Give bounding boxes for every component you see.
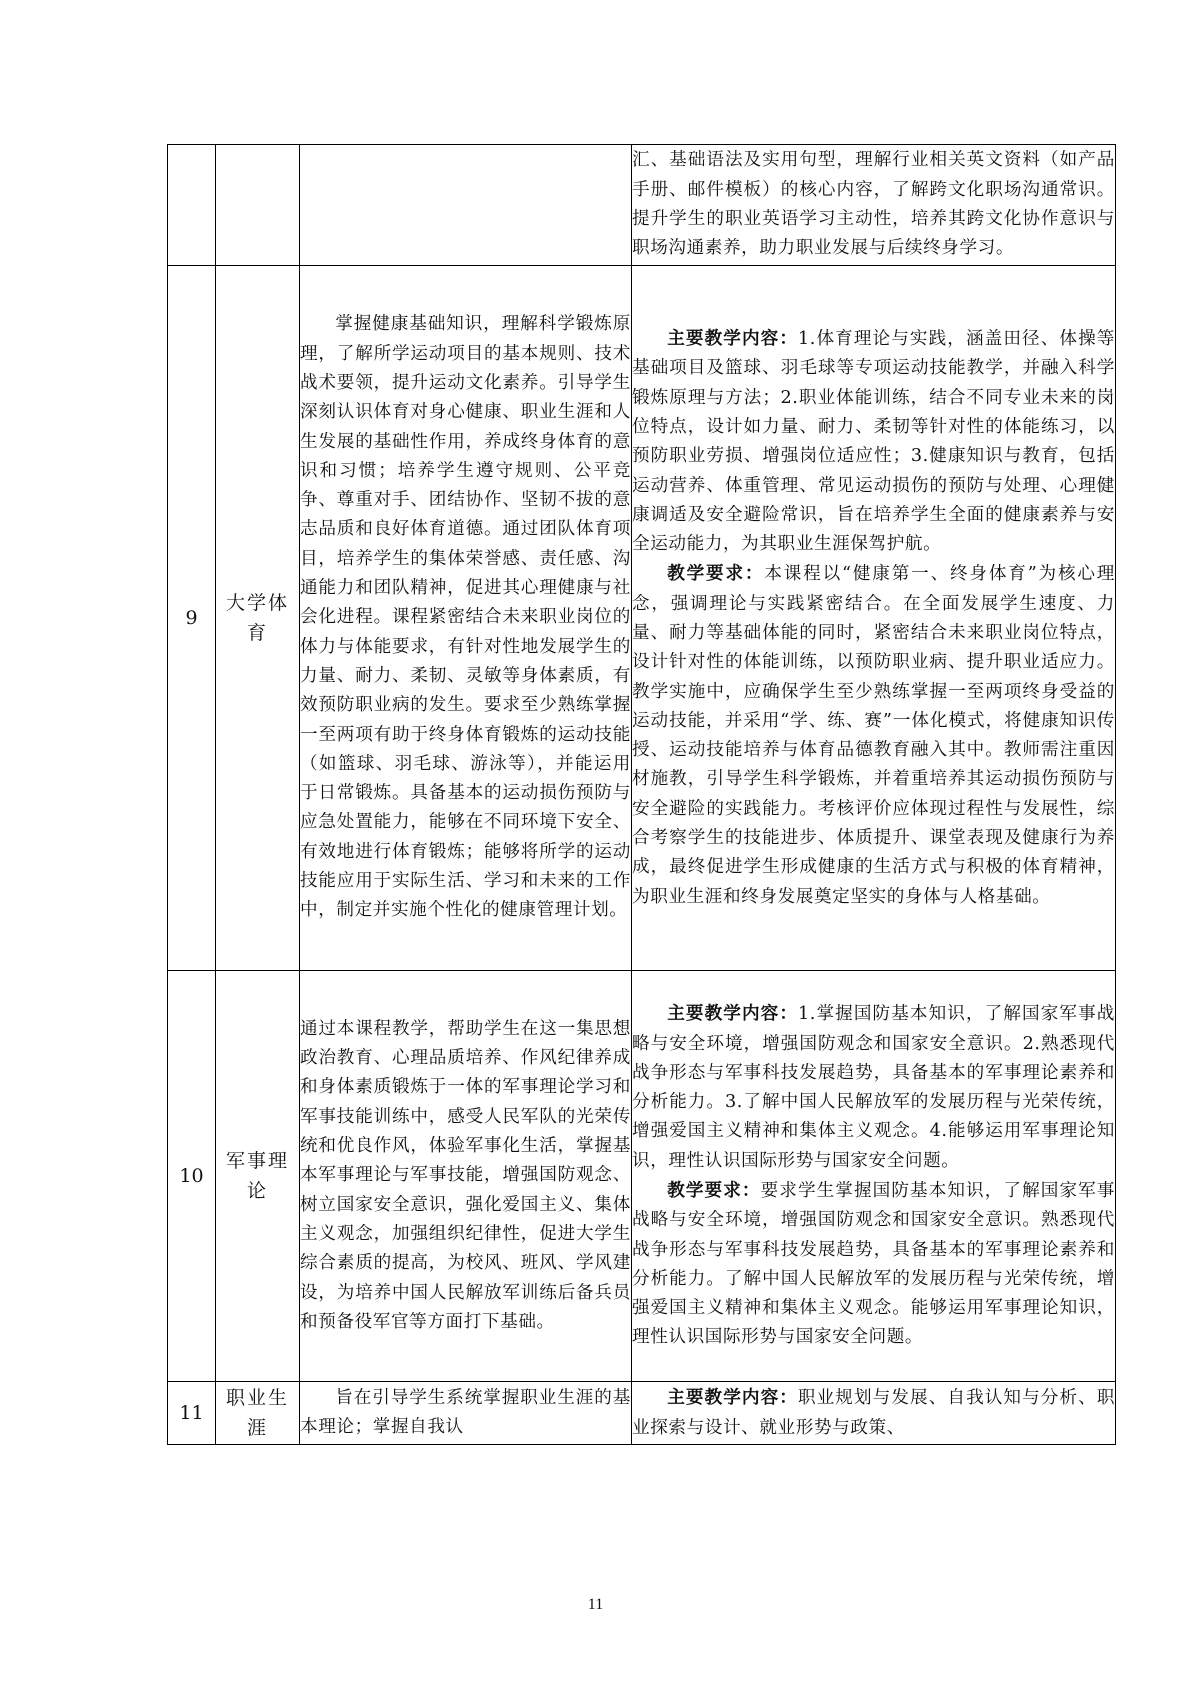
table-row bbox=[168, 266, 1116, 971]
teaching-requirement-paragraph bbox=[632, 559, 1115, 912]
course-content-cell bbox=[632, 971, 1116, 1382]
teaching-content-text: 1.掌握国防基本知识，了解国家军事战略与安全环境，增强国防观念和国家安全意识。2.熟悉现代战争形态与军事科技发展趋势，具备基本的军事理论素养和分析能力。3.了解中国人民解放军的发展历程与光荣传统，增强爱国主义精神和集体主义观念。4.能够运用军事理论知识，理性认识国际形势与国家安全问题。 bbox=[632, 1004, 1116, 1171]
course-goal-text: 旨在引导学生系统掌握职业生涯的基本理论；掌握自我认 bbox=[300, 1387, 631, 1437]
teaching-content-text: 职业规划与发展、自我认知与分析、职业探索与设计、就业形势与政策、 bbox=[632, 1388, 1116, 1438]
teaching-content-paragraph bbox=[632, 999, 1115, 1176]
table-row bbox=[168, 1382, 1116, 1445]
course-goal-cell bbox=[300, 145, 632, 266]
teaching-content-paragraph bbox=[632, 324, 1115, 559]
page-number: 11 bbox=[587, 1596, 604, 1613]
course-number-cell: 9 bbox=[168, 266, 216, 971]
course-content-cell bbox=[632, 266, 1116, 971]
teaching-content-text: 1.体育理论与实践，涵盖田径、体操等基础项目及篮球、羽毛球等专项运动技能教学，并融入科学锻炼原理与方法；2.职业体能训练，结合不同专业未来的岗位特点，设计如力量、耐力、柔韧等针对性的体能练习，以预防职业劳损、增强岗位适应性；3.健康知识与教育，包括运动营养、体重管理、常见运动损伤的预防与处理、心理健康调适及安全避险常识，旨在培养学生全面的健康素养与安全运动能力，为其职业生涯保驾护航。 bbox=[632, 329, 1116, 555]
table-row bbox=[168, 971, 1116, 1382]
course-goal-text: 通过本课程教学，帮助学生在这一集思想政治教育、心理品质培养、作风纪律养成和身体素质锻炼于一体的军事理论学习和军事技能训练中，感受人民军队的光荣传统和优良作风，体验军事化生活，掌握基本军事理论与军事技能，增强国防观念、树立国家安全意识，强化爱国主义、集体主义观念，加强组织纪律性，促进大学生综合素质的提高，为校风、班风、学风建设，为培养中国人民解放军训练后备兵员和预备役军官等方面打下基础。 bbox=[300, 1018, 631, 1332]
course-content-cell bbox=[632, 1382, 1116, 1445]
course-content-cell bbox=[632, 145, 1116, 266]
course-number-cell: 11 bbox=[168, 1382, 216, 1445]
teaching-requirement-text: 要求学生掌握国防基本知识，了解国家军事战略与安全环境，增强国防观念和国家安全意识。熟悉现代战争形态与军事科技发展趋势，具备基本的军事理论素养和分析能力。了解中国人民解放军的发展历程与光荣传统，增强爱国主义精神和集体主义观念。能够运用军事理论知识，理性认识国际形势与国家安全问题。 bbox=[632, 1181, 1115, 1348]
teaching-content-label: 主要教学内容： bbox=[667, 1387, 798, 1409]
table-row bbox=[168, 145, 1116, 266]
teaching-content-label: 主要教学内容： bbox=[667, 1003, 799, 1025]
teaching-content-label: 主要教学内容： bbox=[667, 328, 799, 350]
continued-text: 汇、基础语法及实用句型，理解行业相关英文资料（如产品手册、邮件模板）的核心内容，了解跨文化职场沟通常识。提升学生的职业英语学习主动性，培养其跨文化协作意识与职场沟通素养，助力职业发展与后续终身学习。 bbox=[632, 150, 1115, 259]
teaching-requirement-text: 本课程以“健康第一、终身体育”为核心理念，强调理论与实践紧密结合。在全面发展学生速度、力量、耐力等基础体能的同时，紧密结合未来职业岗位特点，设计针对性的体能训练，以预防职业病、提升职业适应力。教学实施中，应确保学生至少熟练掌握一至两项终身受益的运动技能，并采用“学、练、赛”一体化模式，将健康知识传授、运动技能培养与体育品德教育融入其中。教师需注重因材施教，引导学生科学锻炼，并着重培养其运动损伤预防与安全避险的实践能力。考核评价应体现过程性与发展性，综合考察学生的技能进步、体质提升、课堂表现及健康行为养成，最终促进学生形成健康的生活方式与积极的体育精神，为职业生涯和终身发展奠定坚实的身体与人格基础。 bbox=[632, 564, 1115, 907]
course-goal-text: 掌握健康基础知识，理解科学锻炼原理，了解所学运动项目的基本规则、技术战术要领，提升运动文化素养。引导学生深刻认识体育对身心健康、职业生涯和人生发展的基础性作用，养成终身体育的意识和习惯；培养学生遵守规则、公平竞争、尊重对手、团结协作、坚韧不拔的意志品质和良好体育道德。通过团队体育项目，培养学生的集体荣誉感、责任感、沟通能力和团队精神，促进其心理健康与社会化进程。课程紧密结合未来职业岗位的体力与体能要求，有针对性地发展学生的力量、耐力、柔韧、灵敏等身体素质，有效预防职业病的发生。要求至少熟练掌握一至两项有助于终身体育锻炼的运动技能（如篮球、羽毛球、游泳等），并能运用于日常锻炼。具备基本的运动损伤预防与应急处置能力，能够在不同环境下安全、有效地进行体育锻炼；能够将所学的运动技能应用于实际生活、学习和未来的工作中，制定并实施个性化的健康管理计划。 bbox=[300, 314, 631, 921]
course-number-cell bbox=[168, 145, 216, 266]
course-table bbox=[167, 144, 1116, 1445]
course-name-cell: 职业生涯 bbox=[216, 1382, 300, 1445]
course-name-cell: 大学体育 bbox=[216, 266, 300, 971]
course-goal-cell bbox=[300, 1382, 632, 1445]
teaching-requirement-paragraph bbox=[632, 1176, 1115, 1353]
course-name-cell: 军事理论 bbox=[216, 971, 300, 1382]
teaching-content-paragraph bbox=[632, 1383, 1115, 1443]
course-name-cell bbox=[216, 145, 300, 266]
teaching-requirement-label: 教学要求： bbox=[667, 1180, 761, 1201]
course-goal-cell bbox=[300, 266, 632, 971]
course-goal-cell bbox=[300, 971, 632, 1382]
course-number-cell: 10 bbox=[168, 971, 216, 1382]
teaching-requirement-label: 教学要求： bbox=[667, 563, 765, 585]
